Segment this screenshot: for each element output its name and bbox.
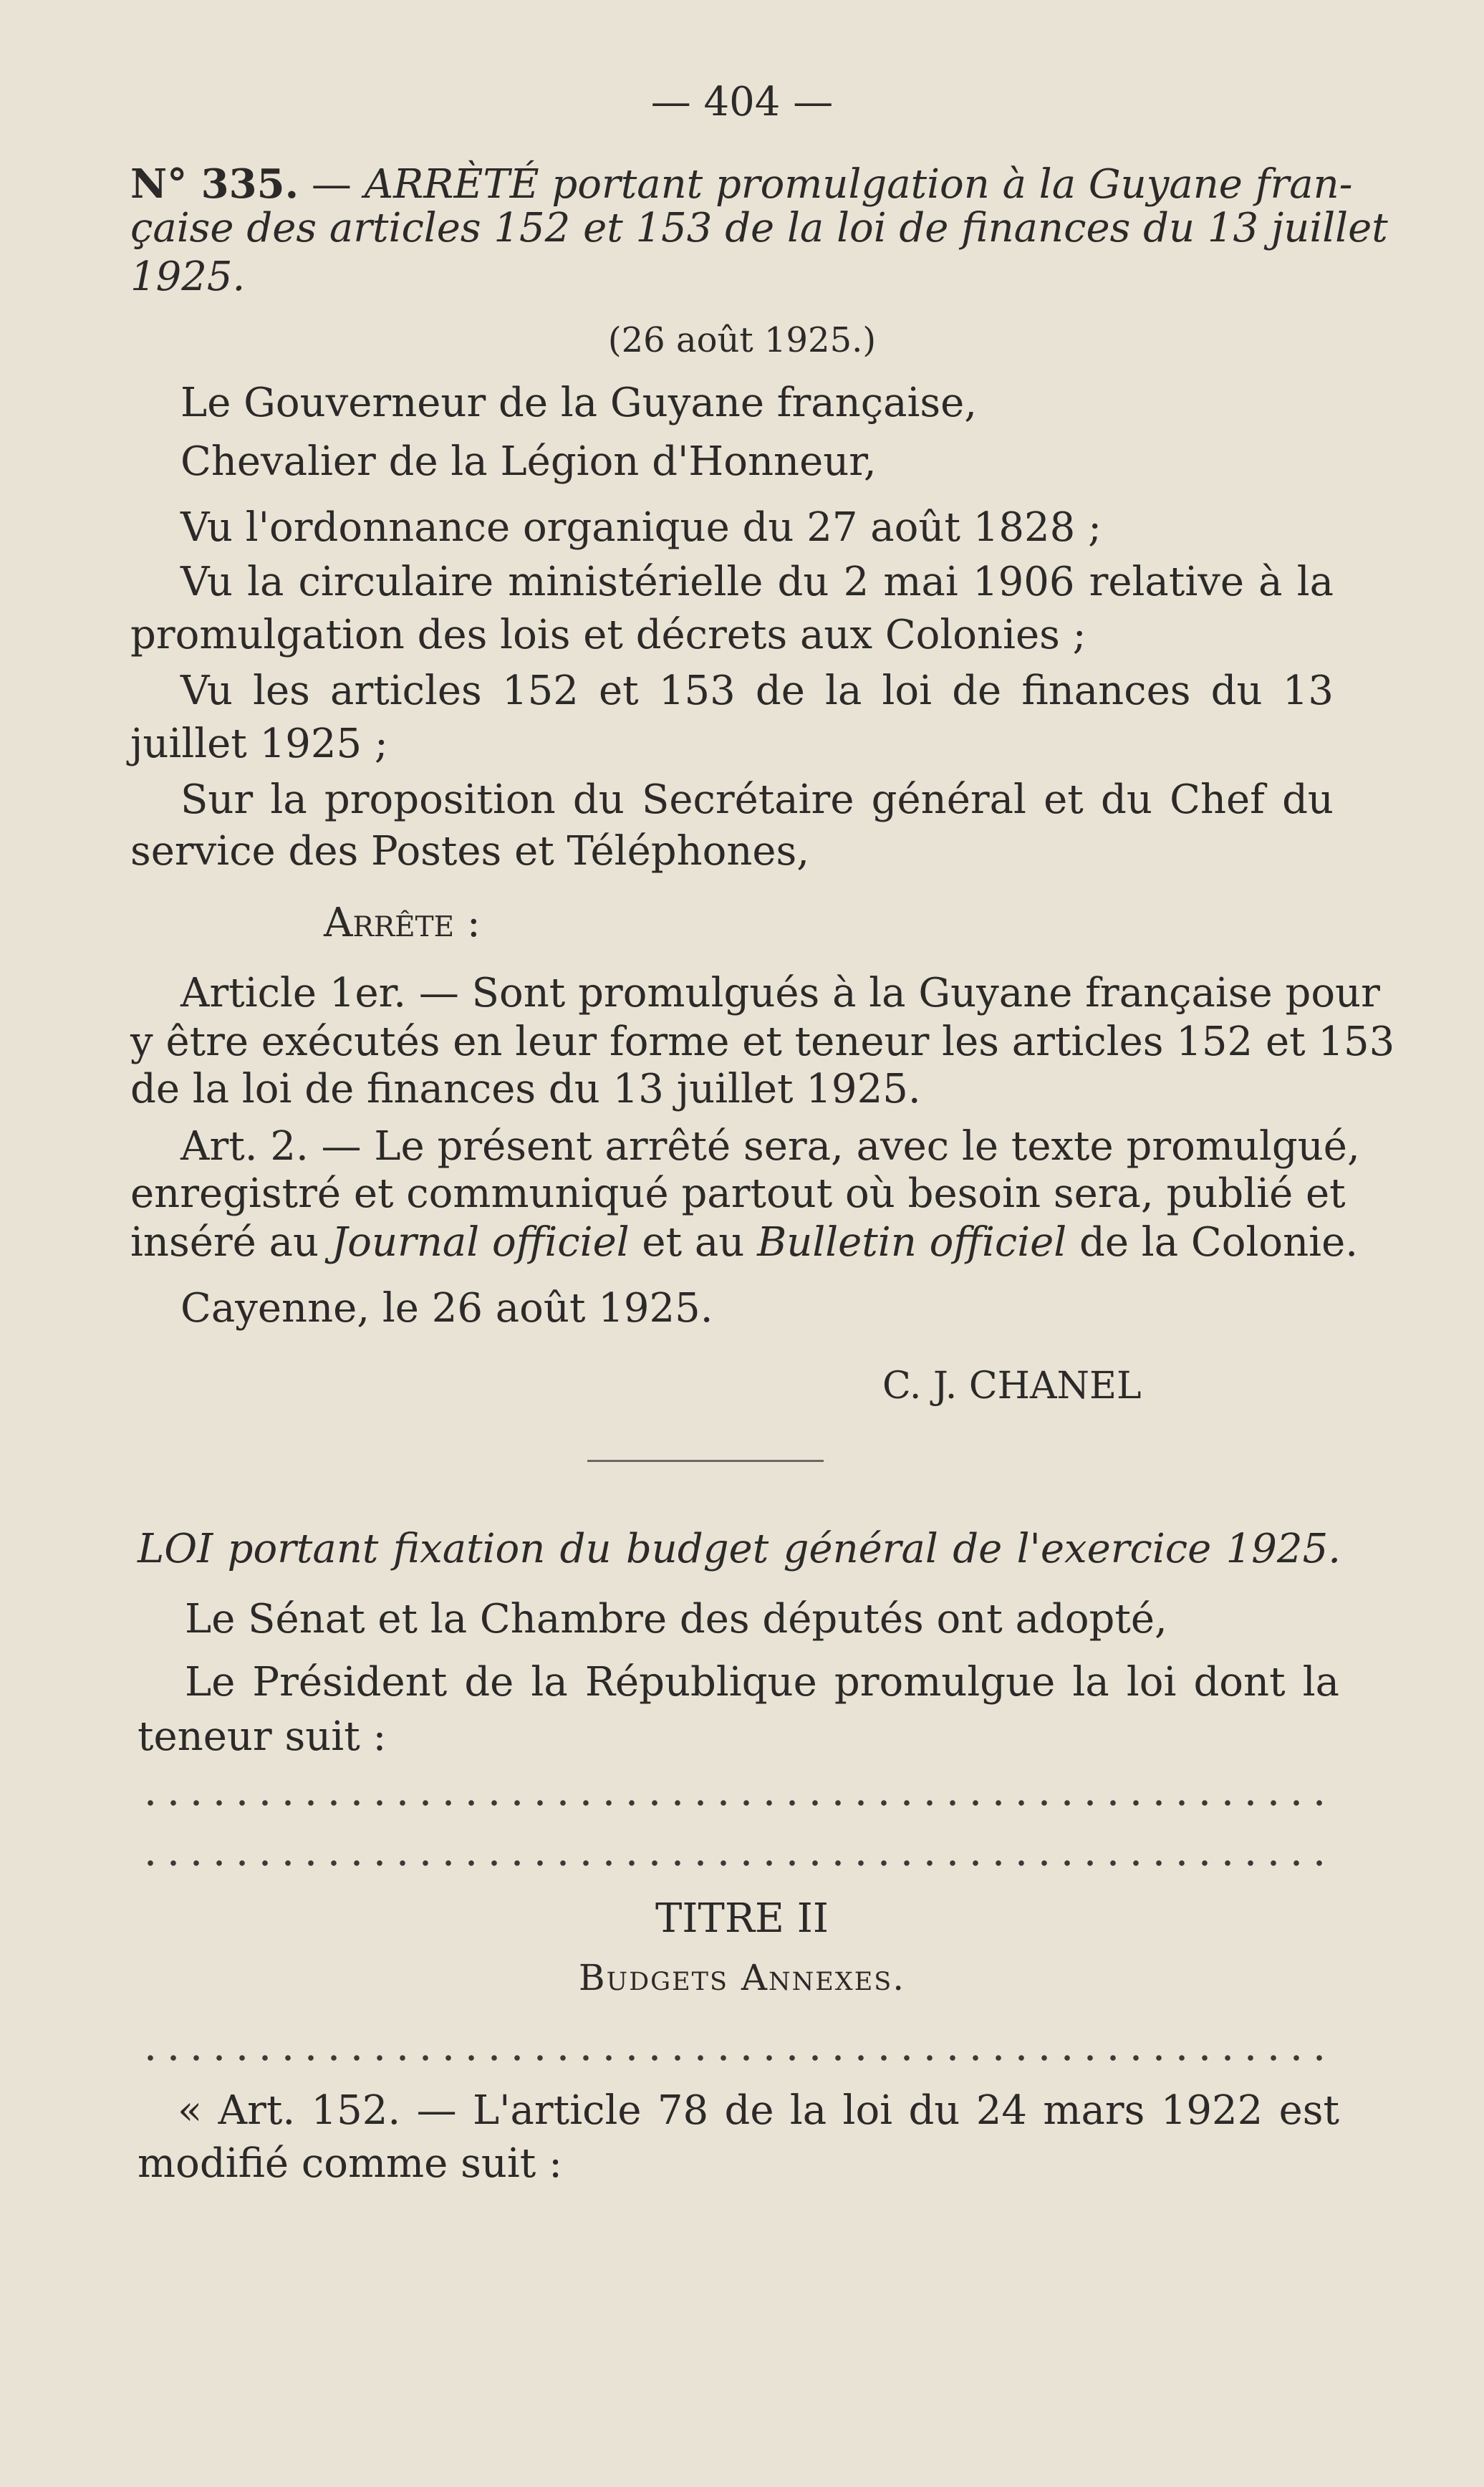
art152-line-1: « Art. 152. — L'article 78 de la loi du 24 mars 1922 est (178, 2087, 1339, 2134)
arrete-dash: — (299, 161, 365, 208)
vu-ordonnance: Vu l'ordonnance organique du 27 août 1828 ; (180, 504, 1102, 551)
ellipsis-row-3 (139, 2053, 1335, 2063)
article-2-line-1: Art. 2. — Le présent arrêté sera, avec le texte promulgué, (180, 1123, 1360, 1170)
article-2-text-c: et au (629, 1219, 758, 1266)
loi-title: LOI portant fixation du budget général de l'exercice 1925. (138, 1526, 1341, 1572)
page-number: — 404 — (650, 79, 834, 125)
chevalier-line: Chevalier de la Légion d'Honneur, (180, 438, 877, 485)
budgets-heading: Budgets Annexes. (578, 1957, 906, 1998)
article-2-line-3 (130, 1218, 1359, 1268)
president-line-2: teneur suit : (138, 1713, 387, 1760)
article-2-line-2: enregistré et communiqué partout où besoin sera, publié et (130, 1170, 1346, 1217)
arrete-title-line-1 (130, 159, 1353, 210)
journal-officiel: Journal officiel (331, 1219, 630, 1266)
art152-line-2: modifié comme suit : (138, 2140, 562, 2187)
arrete-title-start: ARRÈTÉ portant promulgation à la Guyane fran- (364, 161, 1353, 208)
vu-circulaire-line-2: promulgation des lois et décrets aux Colonies ; (130, 612, 1086, 658)
sur-proposition-line-2: service des Postes et Téléphones, (130, 828, 810, 875)
arrete-title-line-3: 1925. (130, 254, 246, 300)
ellipsis-row-2 (139, 1858, 1335, 1868)
arrete-number: N° 335. (130, 160, 299, 208)
titre-heading: TITRE II (655, 1895, 829, 1942)
ellipsis-row-1 (139, 1798, 1335, 1808)
vu-articles-line-1: Vu les articles 152 et 153 de la loi de finances du 13 (180, 668, 1334, 714)
place-date: Cayenne, le 26 août 1925. (180, 1285, 713, 1332)
arrete-title-line-2: çaise des articles 152 et 153 de la loi de finances du 13 juillet (130, 205, 1388, 251)
article-2-text-e: de la Colonie. (1066, 1219, 1359, 1266)
vu-articles-line-2: juillet 1925 ; (130, 721, 388, 767)
article-1-line-3: de la loi de finances du 13 juillet 1925. (130, 1066, 921, 1112)
signature: C. J. CHANEL (882, 1365, 1142, 1408)
vu-circulaire-line-1: Vu la circulaire ministérielle du 2 mai 1906 relative à la (180, 559, 1334, 605)
sur-proposition-line-1: Sur la proposition du Secrétaire général et du Chef du (180, 776, 1334, 823)
section-divider (587, 1460, 824, 1462)
arrete-label: Arrête : (324, 900, 481, 946)
article-2-text-a: inséré au (130, 1219, 332, 1266)
arrete-date: (26 août 1925.) (607, 320, 877, 360)
senat-line: Le Sénat et la Chambre des députés ont adopté, (185, 1596, 1167, 1642)
article-1-line-1: Article 1er. — Sont promulgués à la Guyane française pour (180, 970, 1380, 1016)
bulletin-officiel: Bulletin officiel (757, 1219, 1067, 1266)
gouverneur-line: Le Gouverneur de la Guyane française, (180, 380, 978, 426)
article-1-line-2: y être exécutés en leur forme et teneur les articles 152 et 153 (130, 1019, 1395, 1065)
president-line-1: Le Président de la République promulgue la loi dont la (185, 1659, 1339, 1706)
